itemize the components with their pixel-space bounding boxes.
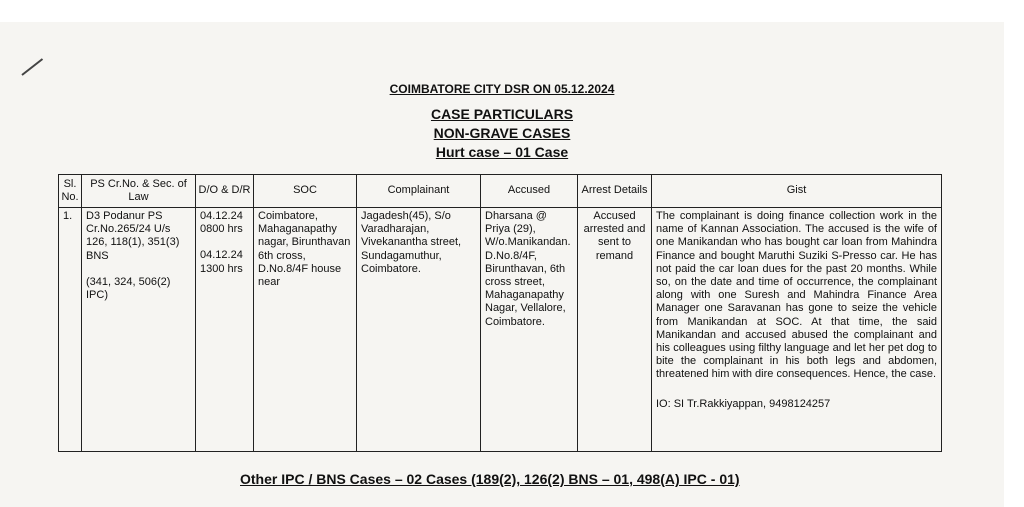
dsr-title: COIMBATORE CITY DSR ON 05.12.2024 [389, 82, 615, 96]
page-right-margin [1004, 22, 1024, 507]
table-header-row [59, 175, 942, 208]
ps-cr-section: D3 Podanur PS Cr.No.265/24 U/s 126, 118(1), 351(3) BNS [86, 210, 180, 262]
cell-gist [652, 208, 942, 452]
date-of-report: 04.12.24 1300 hrs [200, 249, 243, 275]
cell-do-dr [196, 208, 254, 452]
ps-cr-ipc: (341, 324, 506(2) IPC) [86, 275, 171, 302]
cell-ps-cr [82, 208, 196, 452]
col-header-soc: SOC [254, 175, 357, 208]
cell-accused: Dharsana @ Priya (29), W/o.Manikandan. D.No.8/4F, Birunthavan, 6th cross street, Mahaganapathy Nagar, Vellalore, Coimbatore. [481, 208, 578, 452]
gist-text: The complainant is doing finance collection work in the name of Kannan Association. The accused is the wife of one Manikandan who has bought car loan from Mahindra Finance and bought Maruthi Suziki S-Presso car. He has not paid the car loan dues for the past 20 months. While so, on the date and time of occurrence, the complainant along with one Suresh and Mahindra Finance Area Manager one Saravanan has gone to seize the vehicle from Manikandan at SOC. At that time, the said Manikandan and accused abused the complainant and his colleagues using filthy language and let her pet dog to bite the complainant in his both legs and abdomen, threatened him with dire consequences. Hence, the case. [656, 210, 937, 381]
col-header-ps-cr: PS Cr.No. & Sec. of Law [82, 175, 196, 208]
investigating-officer: IO: SI Tr.Rakkiyappan, 9498124257 [656, 397, 831, 410]
col-header-complainant: Complainant [357, 175, 481, 208]
col-header-do-dr: D/O & D/R [196, 175, 254, 208]
cell-arrest: Accused arrested and sent to remand [578, 208, 652, 452]
cell-complainant: Jagadesh(45), S/o Varadharajan, Vivekanantha street, Sundagamuthur, Coimbatore. [357, 208, 481, 452]
other-cases-summary: Other IPC / BNS Cases – 02 Cases (189(2), 126(2) BNS – 01, 498(A) IPC - 01) [240, 471, 740, 487]
cell-soc: Coimbatore, Mahaganapathy nagar, Birunthavan 6th cross, D.No.8/4F house near [254, 208, 357, 452]
case-table [58, 174, 942, 452]
section-title: CASE PARTICULARS [430, 106, 574, 122]
col-header-sl-no: Sl. No. [59, 175, 82, 208]
page-top-margin [0, 0, 1024, 22]
col-header-gist: Gist [652, 175, 942, 208]
case-type: Hurt case – 01 Case [435, 144, 569, 160]
table-row [59, 208, 942, 452]
cell-sl-no: 1. [59, 208, 82, 452]
col-header-arrest: Arrest Details [578, 175, 652, 208]
case-category: NON-GRAVE CASES [433, 125, 571, 141]
col-header-accused: Accused [481, 175, 578, 208]
date-of-occurrence: 04.12.24 0800 hrs [200, 210, 243, 236]
